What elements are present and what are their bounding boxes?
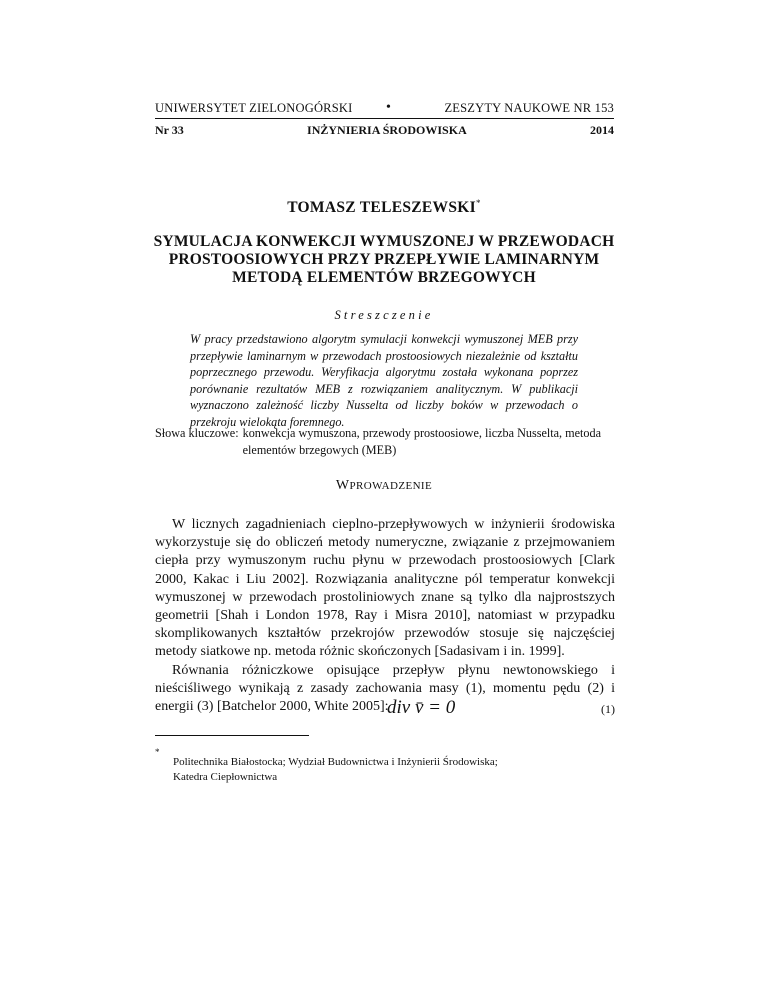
section-heading-initial: W [335, 478, 350, 493]
author-name [0, 198, 768, 217]
series-name: INŻYNIERIA ŚRODOWISKA [307, 123, 467, 137]
footnote-text [173, 745, 615, 785]
footnote-mark: * [155, 747, 160, 757]
keywords-text: konwekcja wymuszona, przewody prostoosiowe, liczba Nusselta, metoda elementów brzegowych (MEB) [242, 426, 602, 457]
issue-header [155, 123, 614, 138]
paragraph: W licznych zagadnieniach cieplno-przepływowych w inżynierii środowiska wykorzystuje się do obliczeń metody numeryczne, związanie z przejmowaniem ciepła przy wymuszonym ruchu płynu w przewodach prostoosiowych [Clark 2000, Kakac i Liu 2002]. Rozwiązania analityczne pól temperatur konwekcji wymuszonej w przewodach prostoliniowych znane są tylko dla najprostszych geometrii [Shah i London 1978, Ray i Misra 2010], natomiast w przypadku skomplikowanych kształtów przekrojów przewodów stosuje się najczęściej metody siatkowe np. metoda różnic skończonych [Sadasivam i in. 1999]. [155, 517, 615, 660]
abstract-heading: Streszczenie [334, 308, 434, 322]
paper-title [135, 233, 633, 287]
equation-formula: div v̄ = 0 [387, 697, 456, 718]
title-line: PROSTOOSIOWYCH PRZY PRZEPŁYWIE LAMINARNYM [168, 251, 600, 268]
paragraph: Równania różniczkowe opisujące przepływ płynu newtonowskiego i nieściśliwego wynikają z zasady zachowania masy (1), momentu pędu (2) i energii (3) [Batchelor 2000, White 2005]: [155, 662, 615, 715]
footnote-line: Katedra Ciepłownictwa [173, 771, 278, 783]
issue-number: Nr 33 [155, 123, 184, 137]
body-text [155, 516, 615, 716]
issue-year: 2014 [589, 123, 614, 137]
header-bullet: • [386, 100, 391, 115]
equation-1 [155, 697, 615, 721]
section-heading-rest: PROWADZENIE [349, 480, 433, 492]
equation-number: (1) [601, 702, 615, 716]
journal-name-right: ZESZYTY NAUKOWE NR 153 [444, 100, 614, 115]
footnote-divider [155, 735, 309, 736]
footnote-line: Politechnika Białostocka; Wydział Budownictwa i Inżynierii Środowiska; [173, 756, 498, 768]
abstract-text: W pracy przedstawiono algorytm symulacji konwekcji wymuszonej MEB przy przepływie laminarnym w przewodach prostoosiowych niezależnie od kształtu poprzecznego przewodu. Weryfikacja algorytmu została wykonana poprzez porównanie rezultatów MEB z rozwiązaniem analitycznym. W publikacji wyznaczono zależność liczby Nusselta od liczby boków w przewodach o przekroju wielokąta foremnego. [190, 332, 578, 429]
author-footnote-mark: * [475, 198, 481, 208]
journal-name-left: UNIWERSYTET ZIELONOGÓRSKI [155, 100, 353, 115]
journal-header [155, 100, 614, 116]
author-name-text: TOMASZ TELESZEWSKI [287, 199, 476, 216]
header-divider [155, 118, 614, 119]
title-line: SYMULACJA KONWEKCJI WYMUSZONEJ W PRZEWODACH [153, 233, 615, 250]
keywords-label: Słowa kluczowe: [155, 426, 239, 440]
section-heading [0, 478, 768, 494]
keywords [155, 425, 615, 458]
title-line: METODĄ ELEMENTÓW BRZEGOWYCH [232, 269, 536, 286]
footnote [155, 745, 615, 785]
